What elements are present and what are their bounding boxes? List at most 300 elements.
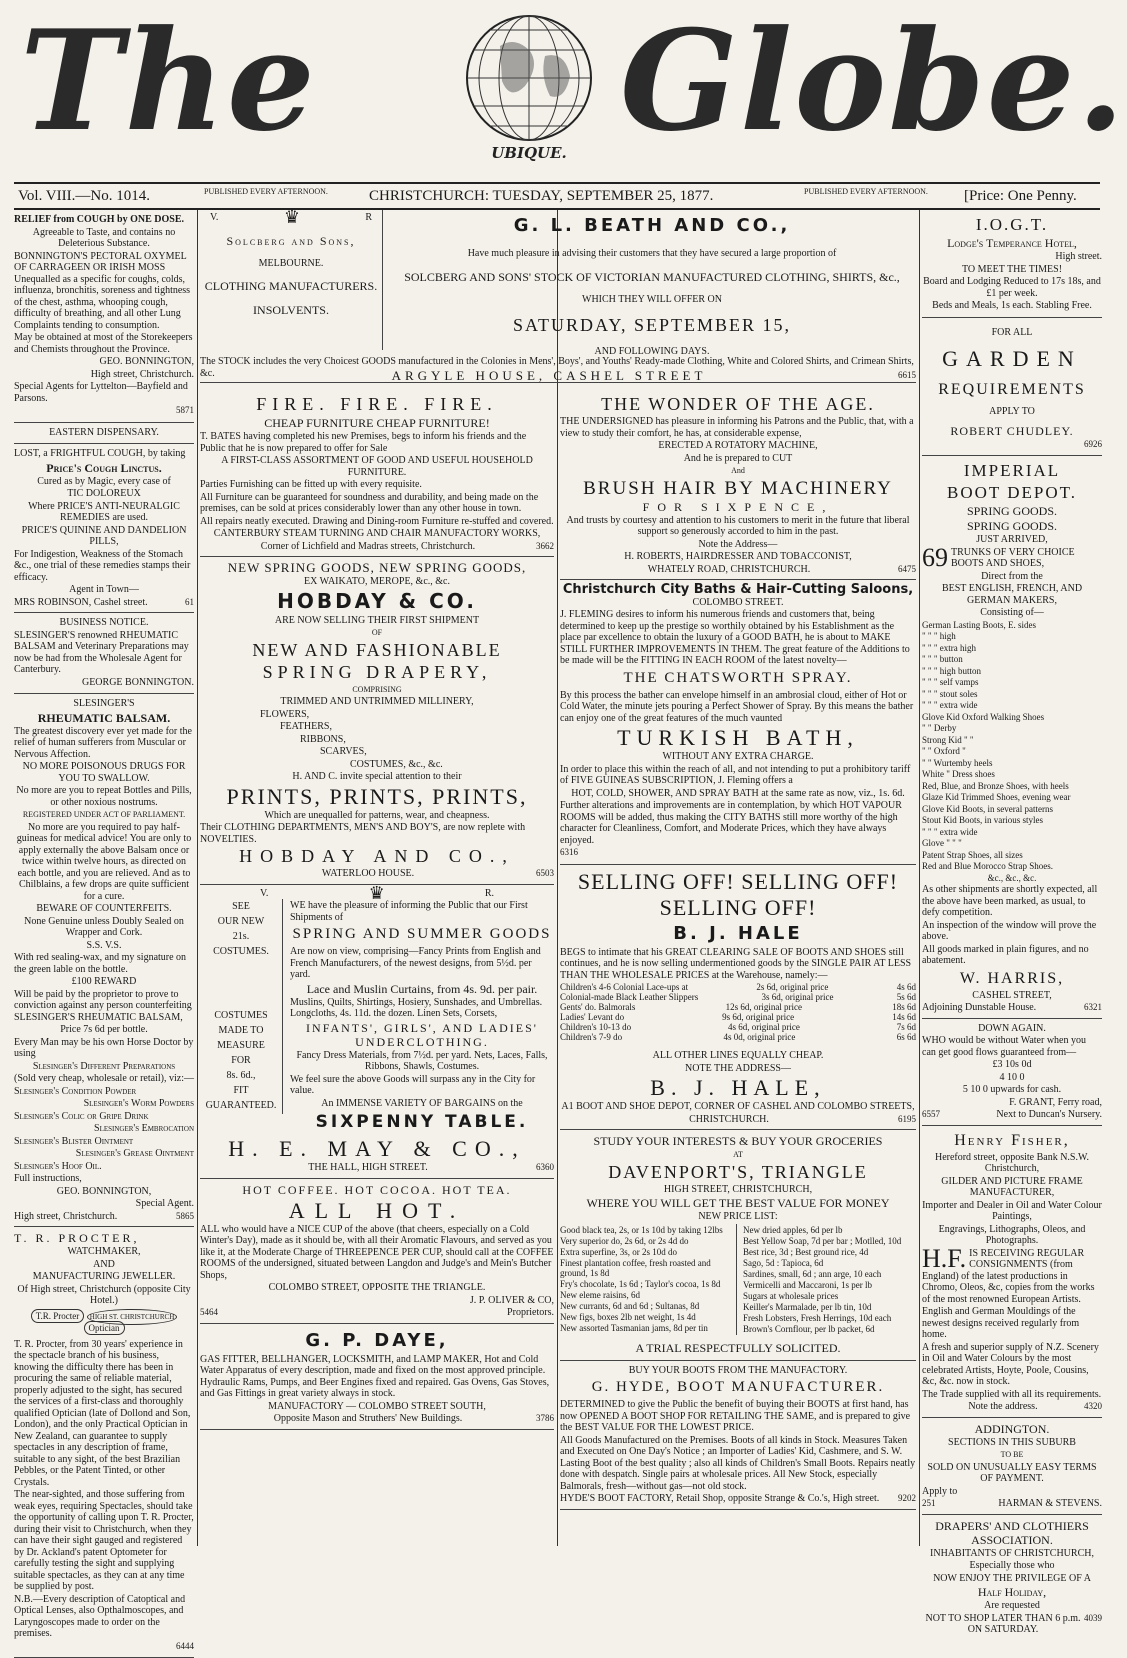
ad-body: INFANTS', GIRLS', AND LADIES' UNDERCLOTHING. xyxy=(306,1020,538,1049)
ad-body: The greatest discovery ever yet made for the relief of human sufferers from Muscular or Nervous Affection. xyxy=(14,725,192,760)
seal-mark: S.S. V.S. xyxy=(86,939,122,951)
ad-body: BEGS to intimate that his GREAT CLEARING SALE OF BOOTS AND SHOES still continues, and he is now selling undermentioned goods by the SINGLE PAIR AT LESS THAN THE WHOLESALE PRICES at the Warehouse, namely:— xyxy=(560,946,912,981)
ad-body: Full instructions, xyxy=(14,1173,82,1184)
price-list xyxy=(560,1224,916,1335)
ad-body: All goods marked in plain figures, and no abatement. xyxy=(922,943,1089,966)
ad-title: T. R. PROCTER, xyxy=(14,1231,140,1245)
list-item: Glove Kid Boots, in several patterns xyxy=(922,803,1053,814)
masthead-title-left: The xyxy=(20,0,317,162)
ad-address: WATERLOO HOUSE. xyxy=(321,868,415,879)
table-row: Children's 7-9 do 4s 0d, original price 6s 6d xyxy=(560,1032,916,1042)
ad-address: CHRISTCHURCH. xyxy=(689,1113,769,1125)
ad-body: SOLD ON UNUSUALLY EASY TERMS OF PAYMENT. xyxy=(927,1461,1097,1484)
ad-body: Importer and Dealer in Oil and Water Colour Paintings, xyxy=(922,1199,1102,1222)
ad-name: W. HARRIS, xyxy=(959,969,1065,987)
list-item: Red and Blue Morocco Strap Shoes. xyxy=(922,861,1053,871)
ad-name: B. J. HALE, xyxy=(650,1075,826,1100)
ad-body: The STOCK includes the very Choicest GOODS manufactured in the Colonies in Mens', Boys', and Youths' Ready-made Clothing, White and Colored Shirts, and Crimean Shirts, &c. xyxy=(200,356,914,379)
side-text: GUARANTEED. xyxy=(205,1100,277,1111)
ad-number: 6321 xyxy=(1084,1002,1102,1012)
list-item: " " " extra high xyxy=(922,642,977,653)
ad-body: J. FLEMING desires to inform his numerous friends and customers that, being determined to keep up the prestige so worthily obtained by his Establishment as the place par excellence to obtain the luxury of a GOOD BATH, he is about to MAKE STILL FURTHER IMPROVEMENTS IN THEM. The great feature of the Additions to be made will be the FITTING IN EACH ROOM of the latest novelty— xyxy=(560,609,910,666)
ad-body: ARE NOW SELLING THEIR FIRST SHIPMENT xyxy=(274,614,480,626)
ad-addington xyxy=(922,1418,1102,1515)
list-item: New figs, boxes 2lb net weight, 1s 4d xyxy=(560,1311,696,1322)
list-item: Extra superfine, 3s, or 2s 10d do xyxy=(560,1246,677,1257)
ad-heading: HOT COFFEE. HOT COCOA. HOT TEA. xyxy=(242,1182,512,1197)
list-item: Sardines, small, 6d ; ann arge, 10 each xyxy=(743,1268,882,1279)
ad-body: (Sold very cheap, wholesale or retail), viz:— xyxy=(14,1073,194,1084)
beath-banner-area xyxy=(200,207,916,386)
ad-body: Which are unequalled for patterns, wear, and cheapness. xyxy=(264,809,490,821)
list-item: Keiller's Marmalade, per lb tin, 10d xyxy=(743,1301,872,1312)
column-rule xyxy=(919,210,920,1546)
ad-body: CANTERBURY STEAM TURNING AND CHAIR MANUFACTORY WORKS, xyxy=(213,528,541,539)
side-text: COSTUMES xyxy=(214,1010,268,1021)
ad-title: H. E. MAY & CO., xyxy=(228,1136,526,1161)
ad-body: WHO would be without Water when you can get good flows guaranteed from— xyxy=(922,1035,1086,1058)
ad-body: N.B.—Every description of Catoptical and Optical Lenses, also Opthalmoscopes, and Laryngoscopes made to order on the premises. xyxy=(14,1593,186,1639)
ad-davenport xyxy=(560,1130,916,1361)
side-text: COSTUMES. xyxy=(213,946,269,957)
list-item: &c., &c., &c. xyxy=(987,872,1037,883)
ad-body: The Trade supplied with all its requirements. xyxy=(922,1388,1102,1400)
ad-body: JUST ARRIVED, xyxy=(976,534,1048,545)
ad-number: 251 xyxy=(922,1498,936,1508)
ad-address: Next to Duncan's Nursery. xyxy=(996,1109,1102,1120)
ad-city-baths xyxy=(560,580,916,865)
ad-body: BONNINGTON'S PECTORAL OXYMEL OF CARRAGEEN OR IRISH MOSS Unequalled as a specific for coughs, colds, influenza, bronchitis, soreness and tightness of the chest, asthma, whooping cough, difficulty of breathing, and all other Lung Complaints tending to consumption. xyxy=(14,250,191,331)
ad-body: WE have the pleasure of informing the Public that our First Shipments of xyxy=(290,900,528,923)
list-item: Slesinger's Embrocation xyxy=(94,1123,194,1134)
list-item: Slesinger's Colic or Gripe Drink xyxy=(14,1110,149,1122)
ad-heading: SELLING OFF! SELLING OFF! xyxy=(577,868,899,894)
ad-body: NEW AND FASHIONABLE xyxy=(252,639,502,660)
list-item: Vermicelli and Maccaroni, 1s per lb xyxy=(743,1279,872,1290)
ad-number: 3662 xyxy=(536,540,554,551)
side-text: MADE TO xyxy=(218,1025,264,1036)
ad-body: FLOWERS, xyxy=(260,708,310,720)
ad-body: Note the address. xyxy=(968,1401,1038,1412)
ad-heading: RELIEF from COUGH by ONE DOSE. xyxy=(14,214,185,225)
ad-body: In order to place this within the reach of all, and not intending to put a prohibitory tariff of FIVE GUINEAS SUBSCRIPTION, J. Fleming offers a xyxy=(560,763,911,786)
ad-name: HARMAN & STEVENS. xyxy=(998,1498,1102,1509)
ad-number: 6557 xyxy=(922,1109,940,1119)
ad-body: And trusts by courtesy and attention to his customers to merit in the future that liberal support so generously accorded to him in the past. xyxy=(566,514,910,537)
ad-hyde xyxy=(560,1361,916,1510)
ad-agents: Special Agents for Lyttelton—Bayfield and Parsons. xyxy=(14,381,188,404)
ad-number: 5464 xyxy=(200,1307,218,1317)
ad-number: 5865 xyxy=(176,1210,194,1221)
ad-body: TURKISH BATH, xyxy=(617,725,859,750)
ad-body: Special Agent. xyxy=(135,1198,194,1209)
ad-body: MELBOURNE. xyxy=(258,257,324,269)
ad-address: WHATELY ROAD, CHRISTCHURCH. xyxy=(647,563,811,575)
ad-body: T. R. Procter, from 30 years' experience in the spectacle branch of his business, knowing the difficulty there has been in procuring the same of reliable material, properly adjusted to the sight, has secured the services of a first-class and thoroughly qualified Optician (late of Dollond and Son, London), and the only Practical Optician in New Zealand, can guarantee to supply spectacles in any description of frame, suitable to any sight, of the best Brazilian Pebbles, or the Patent Tinted, or other Crystals. xyxy=(14,1338,191,1488)
ad-daye xyxy=(200,1324,554,1430)
ad-body: No more are you required to pay half-guineas for medical advice! You are only to apply externally the above Balsam once or twice within twelve hours, as directed on each bottle, and you are relieved. And as to Chilblains, a few drops are quite sufficient for a cure. xyxy=(16,821,192,902)
may-main xyxy=(290,900,554,1135)
list-item: Glove Kid Oxford Walking Shoes xyxy=(922,711,1045,722)
ad-body: Board and Lodging Reduced to 17s 18s, and £1 per week. xyxy=(923,276,1101,299)
ad-body: English and German Mouldings of the newest designs received regularly from home. xyxy=(922,1306,1080,1340)
ad-title: G. HYDE, BOOT MANUFACTURER. xyxy=(591,1379,885,1395)
list-item: Very superior do, 2s 6d, or 2s 4d do xyxy=(560,1235,689,1246)
ad-title: Henry Fisher, xyxy=(954,1131,1070,1149)
list-item: Finest plantation coffee, fresh roasted and ground, 1s 8d xyxy=(560,1257,711,1278)
ad-heading: NEW SPRING GOODS, NEW SPRING GOODS, xyxy=(227,560,527,575)
ad-address: Opposite Mason and Struthers' New Buildings. xyxy=(273,1413,463,1424)
globe-icon xyxy=(440,6,618,166)
ad-address: Hereford street, opposite Bank N.S.W. Christchurch, xyxy=(934,1151,1090,1174)
ad-subheading: COLOMBO STREET. xyxy=(692,596,784,608)
ad-number: 4039 xyxy=(1084,1612,1102,1623)
ad-body: Direct from the xyxy=(981,570,1043,582)
ad-title: HOBDAY & CO. xyxy=(277,588,477,613)
ad-body: INHABITANTS OF CHRISTCHURCH, xyxy=(930,1547,1094,1559)
table-row: Ladies' Levant do 9s 6d, original price 14s 6d xyxy=(560,1012,916,1022)
ad-body: Proprietors. xyxy=(507,1307,554,1318)
list-item: " " " extra wide xyxy=(922,826,978,837)
ad-number: 4320 xyxy=(1084,1401,1102,1411)
list-item: " " " button xyxy=(922,654,963,664)
ad-heading: BUY YOUR BOOTS FROM THE MANUFACTORY. xyxy=(628,1364,848,1376)
ad-title: RHEUMATIC BALSAM. xyxy=(37,710,171,725)
ad-number: 6475 xyxy=(898,563,916,574)
sign-label: T.R. Procter xyxy=(31,1309,85,1323)
list-item: " " " high button xyxy=(922,665,982,676)
ad-heading: DOWN AGAIN. xyxy=(978,1022,1046,1034)
ad-address: ARGYLE HOUSE, CASHEL STREET xyxy=(391,368,707,383)
ad-hale xyxy=(560,865,916,1131)
ad-body: PRINTS, PRINTS, PRINTS, xyxy=(226,783,528,809)
masthead-title-right: Globe. xyxy=(620,0,1127,162)
list-item: " " Derby xyxy=(922,723,957,733)
ad-heading: EASTERN DISPENSARY. xyxy=(49,426,159,438)
sign-label: HIGH ST. CHRISTCHURCH xyxy=(87,1309,177,1325)
list-item: " " Wurtemby heels xyxy=(922,757,993,768)
ad-body: V. xyxy=(210,212,219,223)
ad-body: £100 REWARD xyxy=(71,976,137,987)
ad-body: Consisting of— xyxy=(980,607,1044,618)
ad-body: BRUSH HAIR BY MACHINERY xyxy=(583,477,893,499)
ad-body: NO MORE POISONOUS DRUGS FOR YOU TO SWALLOW. xyxy=(22,761,186,784)
ad-number: 6503 xyxy=(536,868,554,878)
ad-body: HOT, COLD, SHOWER, AND SPRAY BATH at the same rate as now, viz., 1s. 6d. xyxy=(571,787,905,799)
ad-body: NOW ENJOY THE PRIVILEGE OF A xyxy=(933,1572,1091,1584)
ad-body: All Goods Manufactured on the Premises. Boots of all kinds in Stock. Measures Taken and Executed on One Day's Notice ; an Importer of Ladies' Kid, Cashmere, and S. W. Lasting Boot of the best quality ; also all kinds of Children's Small Boots. Repairs neatly done with despatch. Single pairs at wholesale prices. All New Stock, especially Balmorals, fresh—without gas—not old stock. xyxy=(560,1434,916,1492)
list-item: Red, Blue, and Bronze Shoes, with heels xyxy=(922,780,1069,791)
ad-body: Fancy Dress Materials, from 7½d. per yard. Nets, Laces, Falls, Ribbons, Shawls, Costumes. xyxy=(296,1049,548,1072)
royal-crest-icon: ♛ xyxy=(283,207,300,227)
list-item: " " " self vamps xyxy=(922,677,979,687)
ad-body: REGISTERED UNDER ACT OF PARLIAMENT. xyxy=(22,810,186,819)
ad-body: Cured as by Magic, every case of xyxy=(37,475,171,487)
ad-body: R xyxy=(365,212,372,223)
side-text: 8s. 6d., xyxy=(226,1070,256,1081)
ad-name: GEO. BONNINGTON, xyxy=(99,356,194,367)
ad-body: Their CLOTHING DEPARTMENTS, MEN'S AND BOY'S, are now replete with NOVELTIES. xyxy=(200,822,526,845)
side-text: SEE xyxy=(232,901,250,912)
list-item: Stout Kid Boots, in various styles xyxy=(922,815,1044,825)
ad-body: None Genuine unless Doubly Sealed on Wrapper and Cork. xyxy=(24,915,184,938)
ad-body: RIBBONS, xyxy=(300,733,346,745)
ad-body: TRIMMED AND UNTRIMMED MILLINERY, xyxy=(280,696,474,707)
list-item: " " Oxford " xyxy=(922,746,966,756)
spectacles-sign xyxy=(14,1311,194,1335)
ad-number: 61 xyxy=(185,596,194,607)
ad-address: CASHEL STREET, xyxy=(972,989,1052,1001)
sign-label: Optician xyxy=(84,1321,125,1335)
ad-number: 6360 xyxy=(536,1162,554,1172)
ad-body: FOR ALL xyxy=(991,326,1033,338)
ad-body: Every Man may be his own Horse Doctor by using xyxy=(14,1036,194,1059)
ad-procter xyxy=(14,1227,194,1658)
list-item: Sugars at wholesale prices xyxy=(743,1290,839,1301)
ad-water xyxy=(922,1019,1102,1126)
ad-number: 6195 xyxy=(898,1113,916,1124)
ad-address: MANUFACTORY — COLOMBO STREET SOUTH, xyxy=(268,1400,486,1412)
ad-body: THE UNDERSIGNED has pleasure in informing his Patrons and the Public, that, with a view to study their comfort, he has, at considerable expense, xyxy=(560,416,914,439)
table-row: Colonial-made Black Leather Slippers 3s 6d, original price 5s 6d xyxy=(560,992,916,1002)
ad-body: DETERMINED to give the Public the benefit of buying their BOOTS at first hand, has now OPENED A BOOT SHOP FOR RETAILING THE SAME, and is prepared to give the BEST VALUE FOR THE LOWEST PRICE. xyxy=(560,1399,911,1433)
boot-list xyxy=(922,620,1102,884)
ad-heading: BUSINESS NOTICE. xyxy=(59,617,149,628)
ad-body: Will be paid by the proprietor to prove to conviction against any person counterfeiting SLESINGER'S RHEUMATIC BALSAM, xyxy=(14,988,192,1023)
ad-body: All Furniture can be guaranteed for soundness and durability, and being made on the premises, can be sold at prices considerably lower than any other house in town. xyxy=(200,491,539,514)
ad-body: ALL who would have a NICE CUP of the above (that cheers, especially on a Cold Winter's Day), made as it should be, with all their Aromatic Flavours, and served as you like it, at the Moderate Charge of THREEPENCE PER CUP, should call at the COFFEE ROOMS of the undersigned, situated between Langdon and Judge's and Mein's Butcher Shops, xyxy=(200,1223,554,1281)
ad-iogt xyxy=(922,210,1102,318)
list-item: " " " stout soles xyxy=(922,688,978,699)
ad-address: High street, Christchurch. xyxy=(90,368,194,380)
ad-body: SPRING DRAPERY, xyxy=(262,661,492,682)
ad-body: All repairs neatly executed. Drawing and Dining-room Furniture re-stuffed and covered. xyxy=(200,515,554,527)
ad-body: PRICE'S QUININE AND DANDELION PILLS, xyxy=(21,524,187,547)
list-item: New currants, 6d and 6d ; Sultanas, 8d xyxy=(560,1300,700,1311)
ad-fisher xyxy=(922,1126,1102,1418)
ad-address: COLOMBO STREET, OPPOSITE THE TRIANGLE. xyxy=(268,1282,486,1293)
ad-body: EX WAIKATO, MEROPE, &c., &c. xyxy=(303,576,450,587)
masthead-motto: UBIQUE. xyxy=(491,144,567,162)
ad-body: No more are you to repeat Bottles and Pills, or other noxious nostrums. xyxy=(16,785,192,808)
ad-body: APPLY TO xyxy=(989,406,1035,417)
ad-body: H.F. xyxy=(922,1243,967,1273)
ad-body: Beds and Meals, 1s each. Stabling Free. xyxy=(932,300,1092,311)
ad-body: NOTE THE ADDRESS— xyxy=(685,1062,791,1074)
list-item: Fry's chocolate, 1s 6d ; Taylor's cocoa, 1s 8d xyxy=(560,1278,721,1289)
ad-title: Price's Cough Linctus. xyxy=(46,460,162,475)
side-text: FIT xyxy=(233,1085,249,1096)
ad-body: TIC DOLOREUX xyxy=(67,488,141,499)
ad-subheading: Agreeable to Taste, and contains no Deleterious Substance. xyxy=(32,226,176,249)
column-1 xyxy=(14,210,194,1651)
ad-title: ALL HOT. xyxy=(288,1197,466,1223)
ad-beath-heading xyxy=(388,210,916,368)
ad-body: H. AND C. invite special attention to their xyxy=(292,771,462,782)
ad-heading: STUDY YOUR INTERESTS & BUY YOUR GROCERIES xyxy=(593,1134,883,1148)
royal-crest-icon: ♛ xyxy=(368,882,385,903)
ad-body: SATURDAY, SEPTEMBER 15, xyxy=(512,315,792,335)
list-item: Good black tea, 2s, or 1s 10d by taking 12lbs xyxy=(560,1224,723,1235)
ad-body: TO MEET THE TIMES! xyxy=(961,263,1063,275)
ad-body: Lodge's Temperance Hotel, xyxy=(947,236,1077,250)
ad-body: LOST, a FRIGHTFUL COUGH, by taking xyxy=(14,448,186,459)
ad-business-notice xyxy=(14,613,194,694)
ad-subheading: CHEAP FURNITURE CHEAP FURNITURE! xyxy=(264,416,490,430)
ad-body: SPRING GOODS. xyxy=(966,519,1058,533)
ad-heading: SELLING OFF! xyxy=(659,894,817,920)
ad-name: F. GRANT, Ferry road, xyxy=(1009,1096,1102,1108)
ad-title: Christchurch City Baths & Hair-Cutting Saloons, xyxy=(562,582,914,597)
ad-title: BOOT DEPOT. xyxy=(947,483,1077,502)
ad-body: A FIRST-CLASS ASSORTMENT OF GOOD AND USEFUL HOUSEHOLD FURNITURE. xyxy=(221,455,533,478)
list-item: German Lasting Boots, E. sides xyxy=(922,619,1036,630)
ad-hobday xyxy=(200,557,554,885)
ad-body: WATCHMAKER, xyxy=(67,1246,141,1257)
ad-body: SCARVES, xyxy=(320,746,367,757)
ad-title: B. J. HALE xyxy=(673,922,803,944)
list-item: Slesinger's Grease Ointment xyxy=(75,1148,194,1159)
column-4 xyxy=(922,210,1102,1635)
list-item: Slesinger's Hoof Oil. xyxy=(14,1160,102,1172)
ad-address: Corner of Lichfield and Madras streets, Christchurch. xyxy=(260,540,476,552)
ad-coffee xyxy=(200,1179,554,1324)
ad-body: Further alterations and improvements are in contemplation, by which HOT VAPOUR ROOMS will be added, thus making the CITY BATHS still more worthy of the high character for Cleanliness, Comfort, and Moderate Prices, which they have always enjoyed. xyxy=(560,800,902,846)
ad-name: J. P. OLIVER & CO, xyxy=(469,1294,554,1306)
ad-body: Of High street, Christchurch (opposite City Hotel.) xyxy=(17,1283,191,1306)
column-2 xyxy=(200,390,554,1546)
ad-title: G. P. DAYE, xyxy=(305,1329,449,1351)
ad-body: And he is prepared to CUT xyxy=(683,452,793,464)
ad-number: 6444 xyxy=(176,1640,194,1651)
table-row: Gents' do. Balmorals 12s 6d, original price 18s 6d xyxy=(560,1002,916,1012)
ad-body: For Indigestion, Weakness of the Stomach &c., one trial of these remedies stamps their efficacy. xyxy=(14,548,191,583)
ad-body: INSOLVENTS. xyxy=(253,303,329,317)
ad-number: 6316 xyxy=(560,847,578,857)
ad-body: A TRIAL RESPECTFULLY SOLICITED. xyxy=(635,1340,841,1355)
table-row: Children's 4-6 Colonial Lace-ups at 2s 6d, original price 4s 6d xyxy=(560,982,916,992)
may-sidebar xyxy=(200,899,283,1114)
ad-body: IS RECEIVING REGULAR CONSIGNMENTS (from England) of the latest productions in Chromo, Oleos, &c, copies from the works of the most renowned European Artists. xyxy=(922,1247,1095,1305)
ad-address: THE HALL, HIGH STREET. xyxy=(308,1162,428,1173)
ad-body: THE CHATSWORTH SPRAY. xyxy=(623,669,853,686)
list-item: £3 10s 0d xyxy=(992,1059,1032,1070)
ad-body: TO BE xyxy=(1000,1450,1024,1459)
ad-name: GEO. BONNINGTON, xyxy=(56,1185,152,1197)
ad-body: GAS FITTER, BELLHANGER, LOCKSMITH, and LAMP MAKER, Hot and Cold Water Apparatus of every description, made and fixed on the most approved principle. Hydraulic Rams, Pumps, and Beer Engines fixed and repaired. Gas Ovens, Gas Stoves, and Gas Fittings in great variety always in stock. xyxy=(200,1353,550,1399)
ad-body: The near-sighted, and those suffering from weak eyes, requiring Spectacles, should take the opportunity of calling upon T. R. Procter, during their visit to Christchurch, when they can have their sight gauged and registered by Dr. Ackland's patent Optometer for carefully testing the sight and supplying suitable spectacles, as they can at any time be supplied by post. xyxy=(14,1489,194,1592)
ad-body: By this process the bather can envelope himself in an ambrosial cloud, either of Hot or Cold Water, the minute jets pouring a Perfect Shower of Spray. By this means the bather can enjoy one of the great features of the much vaunted xyxy=(560,689,914,724)
ad-body: 69 xyxy=(922,542,948,572)
price: [Price: One Penny. xyxy=(964,188,1077,204)
ad-body: R. xyxy=(484,887,494,899)
ad-number: 3786 xyxy=(536,1413,554,1423)
list-item: New assorted Tasmanian jams, 8d per tin xyxy=(560,1322,708,1333)
ad-number: 9202 xyxy=(898,1493,916,1503)
ad-title: Solcberg and Sons, xyxy=(226,233,356,248)
ad-body: Note the Address— xyxy=(698,538,778,550)
ad-beath-footer xyxy=(200,370,916,383)
ad-body: We feel sure the above Goods will surpass any in the City for value. xyxy=(290,1073,536,1096)
list-item: Best Yellow Soap, 7d per bar ; Motlled, 10d xyxy=(743,1235,902,1246)
ad-body: MANUFACTURING JEWELLER. xyxy=(32,1271,176,1282)
ad-body: SLESINGER'S xyxy=(73,698,135,709)
ad-name: MRS ROBINSON, Cashel street. xyxy=(14,596,148,608)
place-and-date: CHRISTCHURCH: TUESDAY, SEPTEMBER 25, 1877. xyxy=(369,188,714,204)
ad-name: H. ROBERTS, HAIRDRESSER AND TOBACCONIST, xyxy=(624,551,852,562)
list-item: 5 10 0 upwards for cash. xyxy=(962,1084,1062,1095)
list-item: White " Dress shoes xyxy=(922,769,995,779)
ad-body: SIXPENNY TABLE. xyxy=(315,1112,529,1132)
list-item: New eleme raisins, 6d xyxy=(560,1289,640,1300)
ad-address: HYDE'S BOOT FACTORY, Retail Shop, opposite Strange & Co.'s, High street. xyxy=(560,1493,880,1504)
ad-body: As other shipments are shortly expected, all the above have been marked, as usual, to defy competition. xyxy=(922,884,1098,918)
ad-body: COSTUMES, &c., &c. xyxy=(350,758,443,770)
ad-body: AND FOLLOWING DAYS. xyxy=(594,346,710,357)
ad-title: FIRE. FIRE. FIRE. xyxy=(256,394,498,414)
ad-body: May be obtained at most of the Storekeepers and Chemists throughout the Province. xyxy=(14,332,193,355)
list-item: Slesinger's Worm Powders xyxy=(83,1098,194,1109)
ad-address: Adjoining Dunstable House. xyxy=(922,1002,1037,1013)
side-text: FOR xyxy=(231,1055,251,1066)
list-item: Patent Strap Shoes, all sizes xyxy=(922,849,1023,860)
ad-price-linctus xyxy=(14,444,194,613)
ad-imperial-boot xyxy=(922,456,1102,1019)
ad-body: SPRING GOODS. xyxy=(966,504,1058,518)
list-item: Slesinger's Blister Ointment xyxy=(14,1135,134,1147)
ad-body: Lace and Muslin Curtains, from 4s. 9d. per pair. xyxy=(306,981,538,996)
table-row: Children's 10-13 do 4s 6d, original price 7s 6d xyxy=(560,1022,916,1032)
side-text: OUR NEW xyxy=(217,916,265,927)
side-text: MEASURE xyxy=(217,1040,265,1051)
ad-number: 6615 xyxy=(898,370,916,380)
list-item: " " " extra wide xyxy=(922,700,978,710)
column-rule xyxy=(557,210,558,1546)
ad-body: V. xyxy=(260,887,269,899)
ad-title: DRAPERS' AND CLOTHIERS ASSOCIATION. xyxy=(935,1518,1089,1547)
ad-cough-oxymel xyxy=(14,210,194,423)
ad-body: WITHOUT ANY EXTRA CHARGE. xyxy=(662,751,814,762)
ad-body: An inspection of the window will prove the above. xyxy=(922,919,1097,942)
ad-body: BEST ENGLISH, FRENCH, AND GERMAN MAKERS, xyxy=(941,583,1083,606)
list-item: New dried apples, 6d per lb xyxy=(743,1224,843,1235)
ad-body: Are requested xyxy=(984,1600,1040,1611)
ad-title: I.O.G.T. xyxy=(975,215,1049,234)
ad-title: ADDINGTON. xyxy=(974,1421,1050,1436)
ad-eastern-dispensary xyxy=(14,423,194,445)
list-item: Best rice, 3d ; Best ground rice, 4d xyxy=(743,1246,869,1257)
ad-body: Where PRICE'S ANTI-NEURALGIC REMEDIES are used. xyxy=(28,500,180,523)
ad-body: Especially those who xyxy=(969,1560,1055,1571)
ad-body: Agent in Town— xyxy=(69,584,139,595)
list-item: Brown's Cornflour, per lb packet, 6d xyxy=(743,1323,875,1334)
ad-address: A1 BOOT AND SHOE DEPOT, CORNER OF CASHEL AND COLOMBO STREETS, xyxy=(561,1101,915,1112)
column-rule xyxy=(197,210,198,1546)
ad-body: COMPRISING xyxy=(352,684,402,694)
ad-body: SLESINGER'S renowned RHEUMATIC BALSAM and Veterinary Preparations may now be had from the Wholesale Agent for Canterbury. xyxy=(14,629,189,675)
ad-name: ROBERT CHUDLEY. xyxy=(950,423,1074,438)
dateline: Vol. VIII.—No. 1014. PUBLISHED EVERY AFTERNOON. CHRISTCHURCH: TUESDAY, SEPTEMBER 25, 1877. PUBLISHED EVERY AFTERNOON. [Price: One Penny. xyxy=(14,182,1100,210)
ad-number: 5871 xyxy=(176,405,194,415)
ad-body: SOLCBERG AND SONS' STOCK OF VICTORIAN MANUFACTURED CLOTHING, SHIRTS, &c., xyxy=(404,269,900,284)
list-item: Glove " " " xyxy=(922,838,962,848)
volume-number: Vol. VIII.—No. 1014. xyxy=(18,188,150,204)
ad-body: TRUNKS OF VERY CHOICE BOOTS AND SHOES, xyxy=(951,546,1075,569)
list-item: Glaze Kid Trimmed Shoes, evening wear xyxy=(922,792,1071,802)
ad-address: High street. xyxy=(1055,251,1102,262)
ad-garden xyxy=(922,318,1102,457)
list-item: Slesinger's Condition Powder xyxy=(14,1085,137,1097)
